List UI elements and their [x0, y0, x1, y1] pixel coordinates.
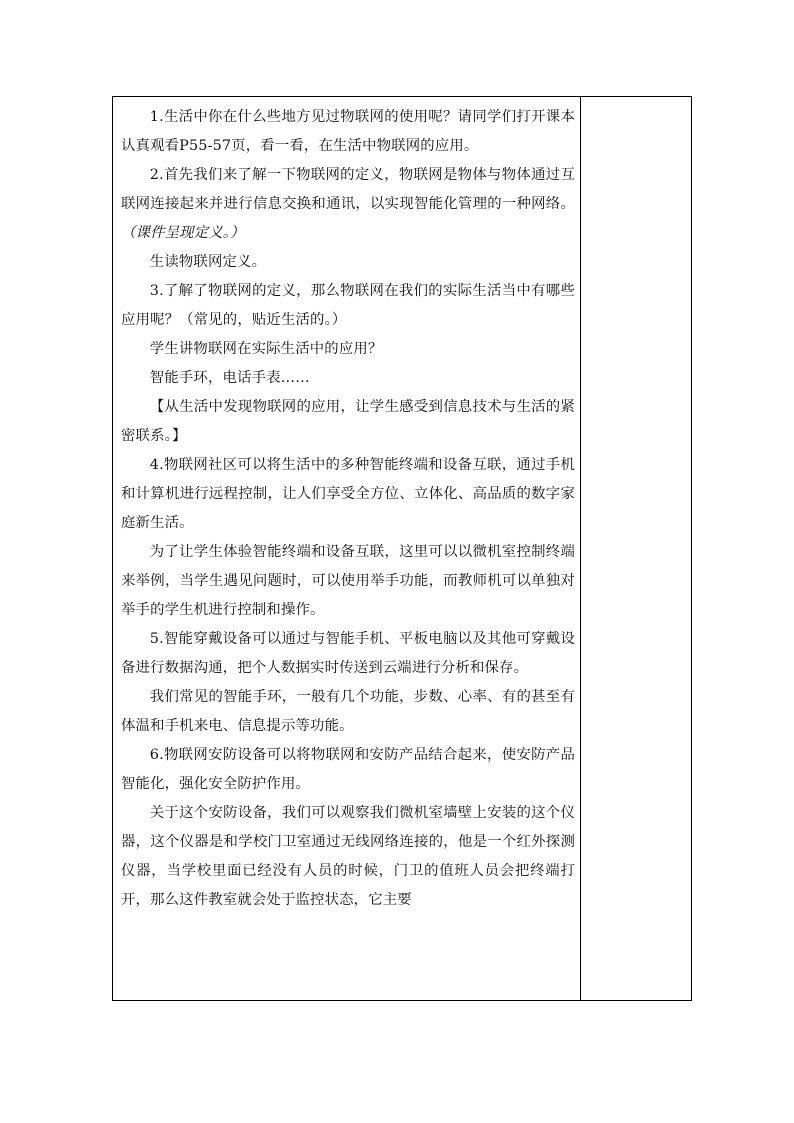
lesson-table: [112, 96, 692, 1001]
paragraph-9: 为了让学生体验智能终端和设备互联，这里可以以微机室控制终端来举例，当学生遇见问题时，可以使用举手功能，而教师机可以单独对举手的学生机进行控制和操作。: [121, 544, 575, 618]
paragraph-4: 3.了解了物联网的定义，那么物联网在我们的实际生活当中有哪些应用呢？（常见的，贴近生活的。）: [121, 283, 575, 328]
paragraph-8: 4.物联网社区可以将生活中的多种智能终端和设备互联，通过手机和计算机进行远程控制，让人们享受全方位、立体化、高品质的数字家庭新生活。: [121, 457, 575, 531]
paragraph-2-text: 2.首先我们来了解一下物联网的定义，物联网是物体与物体通过互联网连接起来并进行信息交换和通讯，以实现智能化管理的一种网络。: [121, 167, 575, 212]
paragraph-11: 我们常见的智能手环，一般有几个功能，步数、心率、有的甚至有体温和手机来电、信息提示等功能。: [121, 689, 575, 734]
paragraph-5: 学生讲物联网在实际生活中的应用？: [149, 341, 383, 357]
notes-cell: [581, 97, 691, 1000]
paragraph-6: 智能手环，电话手表……: [149, 370, 310, 386]
paragraph-12: 6.物联网安防设备可以将物联网和安防产品结合起来，使安防产品智能化，强化安全防护作用。: [121, 747, 575, 792]
paragraph-13: 关于这个安防设备，我们可以观察我们微机室墙壁上安装的这个仪器，这个仪器是和学校门卫室通过无线网络连接的，他是一个红外探测仪器，当学校里面已经没有人员的时候，门卫的值班人员会把终端打开，那么这件教室就会处于监控状态，它主要: [121, 805, 575, 908]
paragraph-2: [121, 161, 575, 248]
paragraph-7: 【从生活中发现物联网的应用，让学生感受到信息技术与生活的紧密联系。】: [121, 399, 575, 444]
paragraph-2-note: （课件呈现定义。）: [121, 225, 245, 241]
paragraph-10: 5.智能穿戴设备可以通过与智能手机、平板电脑以及其他可穿戴设备进行数据沟通，把个人数据实时传送到云端进行分析和保存。: [121, 631, 575, 676]
lesson-process-cell: [121, 103, 575, 915]
paragraph-1: 1.生活中你在什么些地方见过物联网的使用呢？请同学们打开课本认真观看P55-57页，看一看，在生活中物联网的应用。: [121, 109, 575, 154]
paragraph-3: 生读物联网定义。: [149, 254, 267, 270]
